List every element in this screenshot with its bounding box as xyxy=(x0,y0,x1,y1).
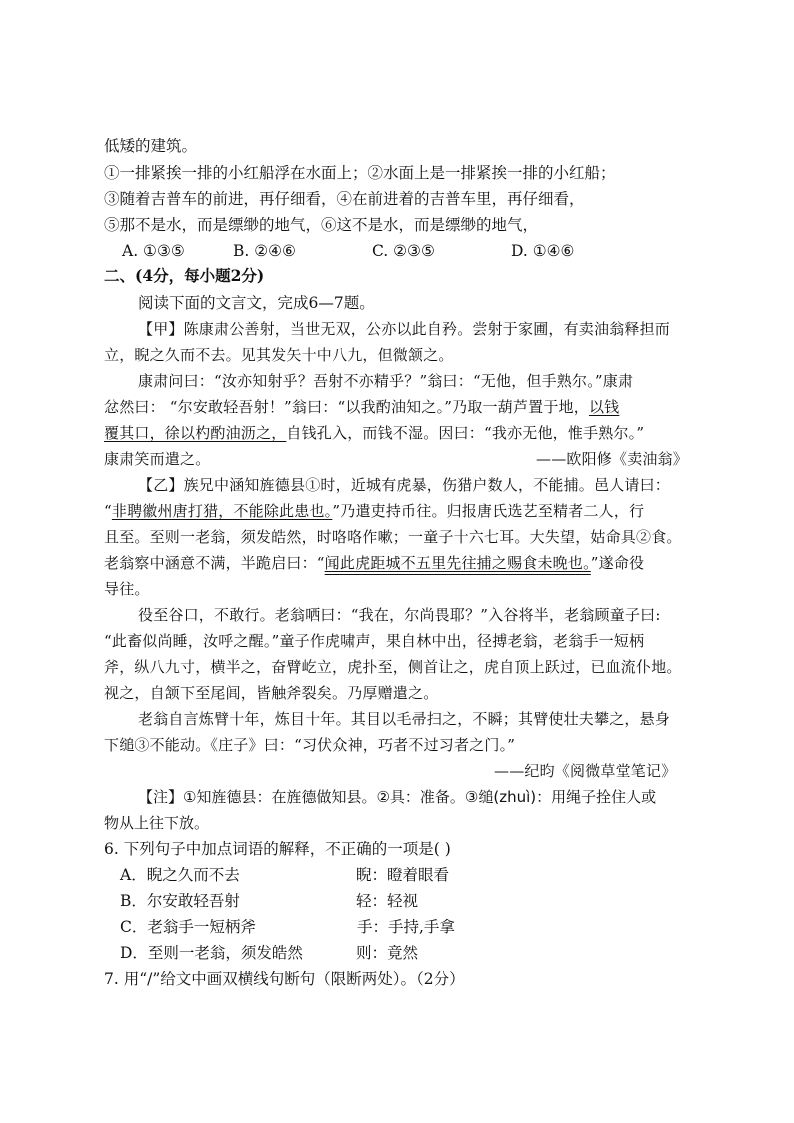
passage-yi-line: 导往。 xyxy=(104,580,150,598)
passage-yi-line xyxy=(104,553,644,573)
sentence-option-1-2: ①一排紧挨一排的小红船浮在水面上；②水面上是一排紧挨一排的小红船； xyxy=(104,164,616,182)
option-c: C. ②③⑤ xyxy=(372,242,435,260)
passage-jia-line xyxy=(104,423,644,443)
question-6-option-d: D．至则一老翁，须发皓然 xyxy=(120,944,303,962)
underlined-sentence: 以钱 xyxy=(588,398,620,416)
passage-yi-line: “此畜似尚睡，汝呼之醒。”童子作虎啸声，果自林中出，径搏老翁，老翁手一短柄 xyxy=(104,632,645,650)
question-6: 6. 下列句子中加点词语的解释，不正确的一项是( ) xyxy=(104,840,451,858)
passage-yi-line: 役至谷口，不敢行。老翁哂曰：“我在，尔尚畏耶？”入谷将半，老翁顾童子曰: xyxy=(138,606,661,624)
option-b: B. ②④⑥ xyxy=(233,242,296,260)
annotation-line: 【注】①知旌德县：在旌德做知县。②具：准备。③缒(zhuì)：用绳子拴住人或 xyxy=(138,788,657,806)
passage-text: 忿然曰： “尔安敢轻吾射！”翁曰：“以我酌油知之。”乃取一葫芦置于地， xyxy=(104,398,589,416)
passage-jia-line xyxy=(104,397,619,417)
question-5-options xyxy=(122,241,574,261)
option-a: A. ①③⑤ xyxy=(122,242,185,260)
passage-yi-line: 且至。至则一老翁，须发皓然，时咯咯作嗽；一童子十六七耳。大失望，姑命具②食。 xyxy=(104,528,682,546)
passage-yi-line: 下缒③不能动。《庄子》曰：“习伏众神，巧者不过习者之门。” xyxy=(104,736,516,754)
passage-text: 自钱孔入，而钱不湿。因曰：“我亦无他，惟手熟尔。” xyxy=(286,424,645,442)
passage-text: ”遂命役 xyxy=(590,554,645,572)
question-6-option-a: A．睨之久而不去 xyxy=(120,866,240,884)
source-citation: ——纪昀《阅微草堂笔记》 xyxy=(494,762,677,780)
passage-yi-line xyxy=(104,501,644,521)
passage-jia-line: 立，睨之久而不去。见其发矢十中八九，但微颔之。 xyxy=(104,346,454,364)
passage-yi-line: 【乙】族兄中涵知旌德县①时，近城有虎暴，伤猎户数人，不能捕。邑人请曰： xyxy=(138,476,671,494)
underlined-sentence: 覆其口，徐以杓酌油沥之， xyxy=(104,424,287,442)
passage-text: 老翁察中涵意不满，半跪启曰：“ xyxy=(104,554,325,572)
question-7: 7. 用“/”给文中画双横线句断句（限断两处）。（2分） xyxy=(104,970,465,988)
annotation-line: 物从上往下放。 xyxy=(104,814,210,832)
section-heading: 二、(4分，每小题2分) xyxy=(104,266,265,285)
sentence-option-3-4: ③随着吉普车的前进，再仔细看，④在前进着的吉普车里，再仔细看， xyxy=(104,190,585,208)
passage-jia-line: 康肃笑而遣之。 xyxy=(104,450,211,468)
passage-jia-line: 【甲】陈康肃公善射，当世无双，公亦以此自矜。尝射于家圃，有卖油翁释担而 xyxy=(138,320,671,338)
option-d: D. ①④⑥ xyxy=(511,242,575,260)
question-6-option-c: C．老翁手一短柄斧 xyxy=(120,918,256,936)
underlined-sentence: 非聘徽州唐打猎，不能除此患也。 xyxy=(111,502,333,520)
passage-jia-line: 康肃问曰：“汝亦知射乎？吾射不亦精乎？”翁曰：“无他，但手熟尔。”康肃 xyxy=(138,372,634,390)
question-6-option-b: B．尔安敢轻吾射 xyxy=(120,892,240,910)
question-6-option-b-explanation: 轻：轻视 xyxy=(356,892,419,910)
text-line: 低矮的建筑。 xyxy=(104,137,198,155)
passage-yi-line: 视之，自颔下至尾闾，皆触斧裂矣。乃厚赠遣之。 xyxy=(104,684,439,702)
source-citation: ——欧阳修《卖油翁》 xyxy=(536,450,689,468)
question-6-option-c-explanation: 手：手持,手拿 xyxy=(357,918,455,936)
question-6-option-a-explanation: 睨：瞪着眼看 xyxy=(356,866,450,884)
passage-text: “ xyxy=(104,502,112,520)
passage-yi-line: 斧，纵八九寸，横半之，奋臂屹立，虎扑至，侧首让之，虎自顶上跃过，已血流仆地。 xyxy=(104,658,682,676)
passage-yi-line: 老翁自言炼臂十年，炼目十年。其目以毛帚扫之，不瞬；其臂使壮夫攀之，悬身 xyxy=(138,710,671,728)
instruction: 阅读下面的文言文，完成6—7题。 xyxy=(138,294,375,312)
question-6-option-d-explanation: 则：竟然 xyxy=(356,944,419,962)
passage-text: ”乃遣吏持币往。归报唐氏选艺至精者二人，行 xyxy=(332,502,645,520)
sentence-option-5-6: ⑤那不是水，而是缥缈的地气，⑥这不是水，而是缥缈的地气， xyxy=(104,216,539,234)
double-underlined-sentence: 闻此虎距城不五里先往捕之赐食未晚也。 xyxy=(324,554,591,572)
